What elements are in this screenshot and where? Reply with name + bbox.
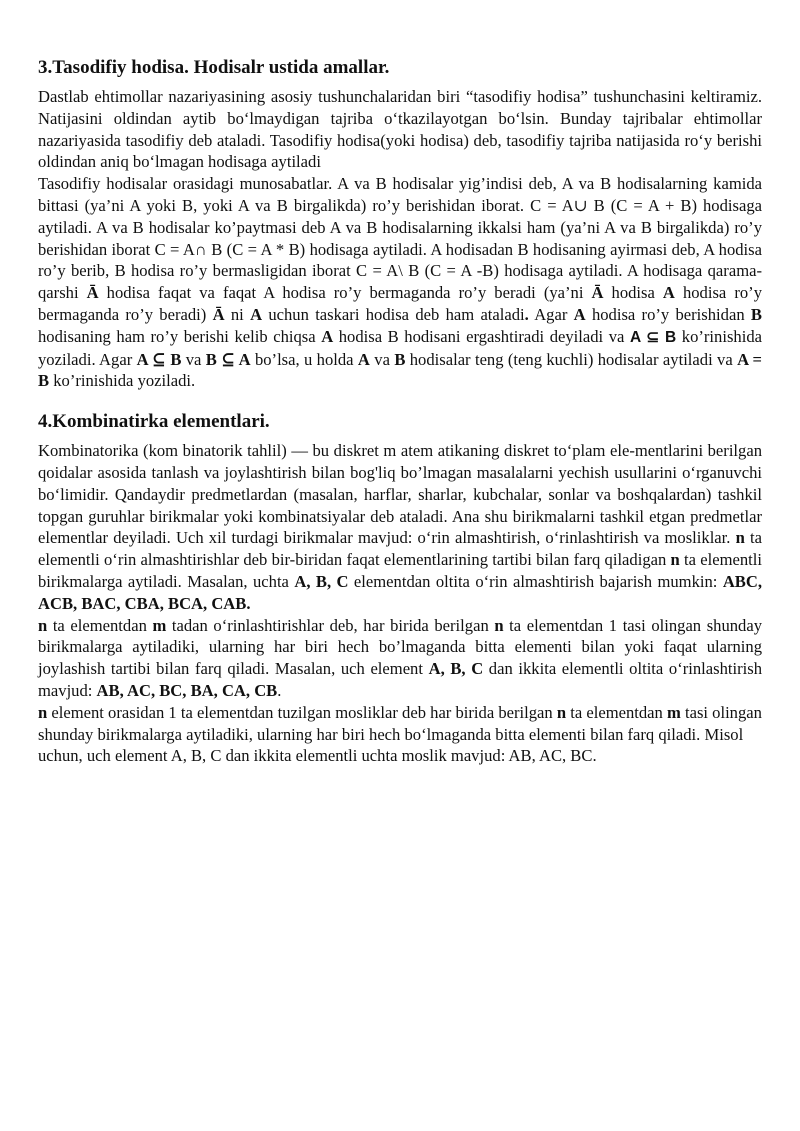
- section-title-random-events: 3.Tasodifiy hodisa. Hodisalr ustida amallar.: [38, 57, 390, 78]
- paragraph-random-event-definition: Dastlab ehtimollar nazariyasining asosiy tushunchalaridan biri “tasodifiy hodisa” tushunchasini keltiramiz. Natijasini oldindan aytib bo‘lmaydigan tajriba o‘tkazilayotgan bo‘lsin. Bunday tajribalar ehtimollar nazariyasida tasodifiy deb ataladi. Tasodifiy hodisa(yoki hodisa) deb, tasodifiy tajriba natijasida ro‘y berishi oldindan aniq bo‘lmagan hodisaga aytiladi: [38, 87, 762, 172]
- paragraph-event-operations: Tasodifiy hodisalar orasidagi munosabatlar. A va B hodisalar yig’indisi deb, A va B hodisalarning kamida bittasi (ya’ni A yoki B, yoki A va B birgalikda) ro’y berishidan iborat. C = A∪ B (C = A + B) hodisaga aytiladi. A va B hodisalar ko’paytmasi deb A va B hodisalarning ikkalsi ham (ya’ni A va B birgalikda) ro’y berishidan iborat C = A∩ B (C = A * B) hodisaga aytiladi. A hodisadan B hodisaning ayirmasi deb, A hodisa ro’y berib, B hodisa ro’y bermasligidan iborat C = A\ B (C = A -B) hodisaga aytiladi. A hodisaga qarama-qarshi Ā hodisa faqat va faqat A hodisa ro’y bermaganda ro’y beradi (ya’ni Ā hodisa A hodisa ro’y bermaganda ro’y beradi) Ā ni A uchun taskari hodisa deb ham ataladi. Agar A hodisa ro’y berishidan B hodisaning ham ro’y berishi kelib chiqsa A hodisa B hodisani ergashtiradi deyiladi va A ⊆ B ko’rinishida yoziladi. Agar A ⊆ B va B ⊆ A bo’lsa, u holda A va B hodisalar teng (teng kuchli) hodisalar aytiladi va A = B ko’rinishida yoziladi.: [38, 174, 762, 391]
- section-title-combinatorics: 4.Kombinatirka elementlari.: [38, 411, 270, 433]
- paragraph-combinations: n element orasidan 1 ta elementdan tuzilgan mosliklar deb har birida berilgan n ta elementdan m tasi olingan shunday birikmalarga aytiladiki, ularning har biri hech bo‘lmaganda bitta elementi bilan farq qiladi. Misol uchun, uch element A, B, C dan ikkita elementli uchta moslik mavjud: AB, AC, BC.: [38, 702, 762, 766]
- paragraph-combinatorics-definition: Kombinatorika (kom binatorik tahlil) — bu diskret m atem atikaning diskret to‘plam ele-mentlarini berilgan qoidalar asosida tanlash va joylashtirish bilan bog'liq bo’lmagan masalalarni yechish usullarini o‘rganuvchi bo‘limidir. Qandaydir predmetlardan (masalan, harflar, sharlar, kubchalar, sonlar va boshqalardan) tashkil topgan guruhlar birikmalar yoki kombinatsiyalar deb ataladi. Ana shu birikmalarni tashkil etgan predmetlar elementlar deyiladi. Uch xil turdagi birikmalar mavjud: o‘rin almashtirish, o‘rinlashtirish va mosliklar. n ta elementli o‘rin almashtirishlar deb bir-biridan faqat elementlarining tartibi bilan farq qiladigan n ta elementli birikmalarga aytiladi. Masalan, uchta A, B, C elementdan oltita o‘rin almashtirish bajarish mumkin: ABC, ACB, BAC, CBA, BCA, CAB.: [38, 441, 763, 613]
- paragraph-arrangements: n ta elementdan m tadan o‘rinlashtirishlar deb, har birida berilgan n ta elementdan 1 tasi olingan shunday birikmalarga aytiladiki, ularning har biri hech bo’lmaganda bitta elementi bilan yoki faqat ularning joylashish tartibi bilan farq qiladi. Masalan, uch element A, B, C dan ikkita elementli oltita o‘rinlashtirish mavjud: AB, AC, BC, BA, CA, CB.: [38, 615, 762, 700]
- document-page: [38, 56, 762, 767]
